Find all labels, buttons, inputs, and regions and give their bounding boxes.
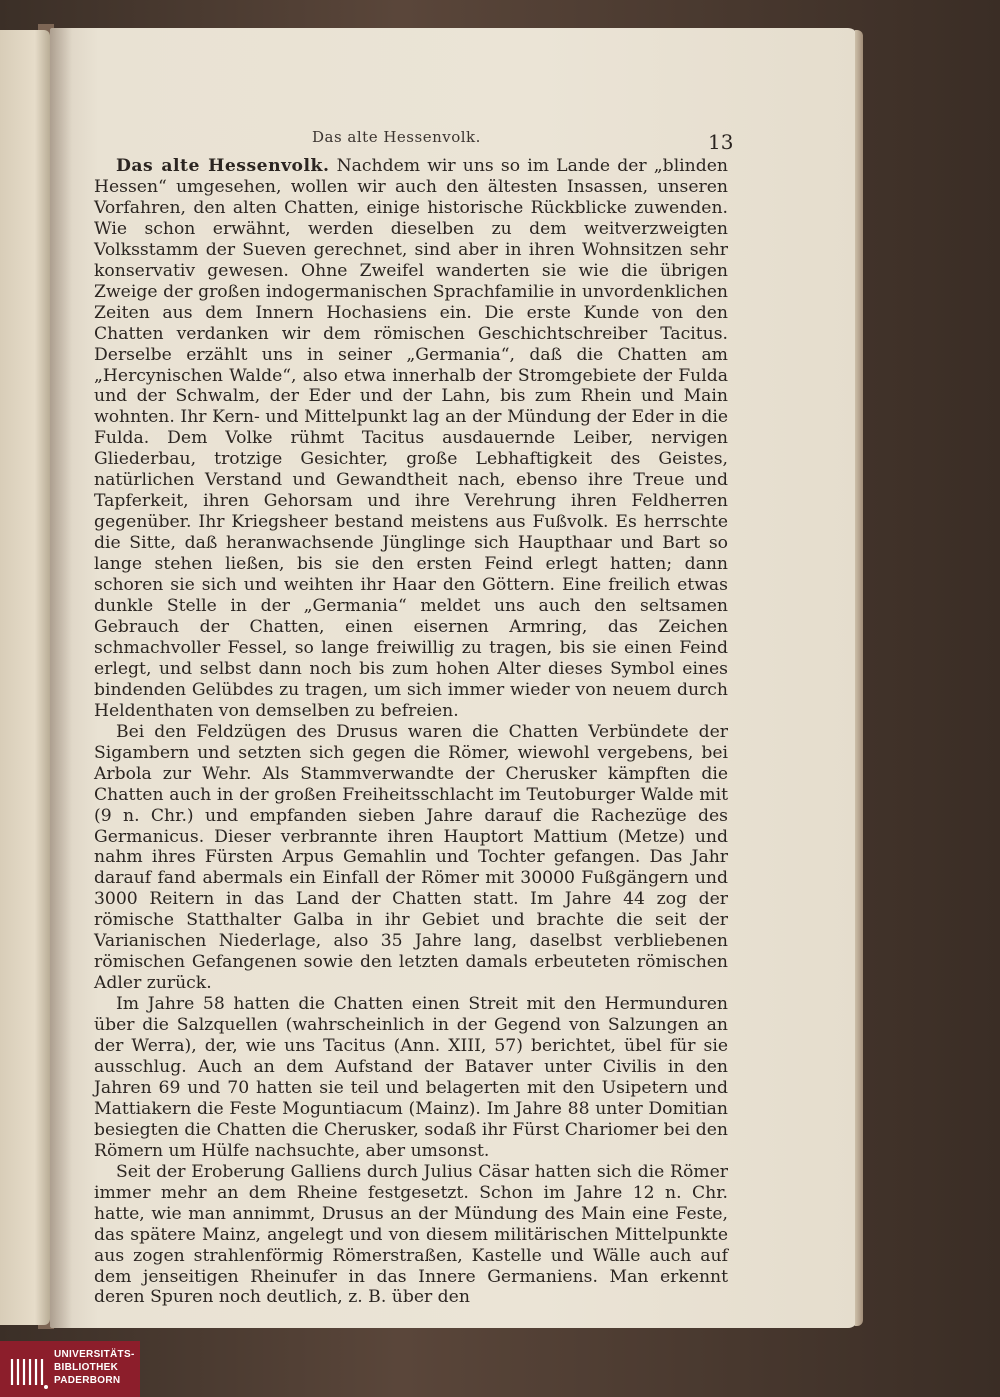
paragraph-4: Seit der Eroberung Galliens durch Julius Cäsar hatten sich die Römer immer mehr an dem Rheine festgesetzt. Schon im Jahre 12 n. Chr. hatte, wie man annimmt, Drusus an der Mündung des Main eine Feste, das spätere Mainz, angelegt und von diesem militärischen Mittelpunkte aus zogen strahlenförmig Römerstraßen, Kastelle und Wälle auch auf dem jenseitigen Rheinufer in das Innere Germaniens. Man erkennt deren Spuren noch deutlich, z. B. über den — [94, 1161, 728, 1308]
library-logo-line: PADERBORN — [54, 1375, 121, 1386]
library-logo-line: UNIVERSITÄTS- — [54, 1349, 135, 1360]
running-head: Das alte Hessenvolk. — [312, 128, 481, 146]
page-number: 13 — [708, 130, 734, 154]
library-logo-line: BIBLIOTHEK — [54, 1362, 119, 1373]
section-heading: Das alte Hessenvolk. — [116, 156, 330, 176]
paragraph-1 — [94, 156, 728, 722]
paragraph-3: Im Jahre 58 hatten die Chatten einen Streit mit den Hermunduren über die Salzquellen (wahrscheinlich in der Gegend von Salzungen an der Werra), der, wie uns Tacitus (Ann. XIII, 57) berichtet, übel für sie ausschlug. Auch an dem Aufstand der Bataver unter Civilis in den Jahren 69 und 70 hatten sie teil und belagerten mit den Usipetern und Mattiakern die Feste Moguntiacum (Mainz). Im Jahre 88 unter Domitian besiegten die Chatten die Cherusker, sodaß ihr Fürst Chariomer bei den Römern um Hülfe nachsuchte, aber umsonst. — [94, 994, 728, 1161]
page-gutter-shadow — [50, 28, 72, 1328]
body-text — [94, 156, 728, 1308]
library-logo-icon — [8, 1351, 48, 1391]
page-fore-edge — [855, 30, 863, 1326]
library-logo — [0, 1341, 140, 1397]
paragraph-text: Nachdem wir uns so im Lande der „blinden Hessen“ umgesehen, wollen wir auch den ältesten Insassen, unseren Vorfahren, den alten Chatten, einige historische Rückblicke zuwenden. Wie schon erwähnt, werden dieselben zu dem weitverzweigten Volksstamm der Sueven gerechnet, sind aber in ihren Wohnsitzen sehr konservativ gewesen. Ohne Zweifel wanderten sie wie die übrigen Zweige der großen indogermanischen Sprachfamilie in unvordenklichen Zeiten aus dem Innern Hochasiens ein. Die erste Kunde von den Chatten verdanken wir dem römischen Geschichtschreiber Tacitus. Derselbe erzählt uns in seiner „Germania“, daß die Chatten am „Hercynischen Walde“, also etwa innerhalb der Stromgebiete der Fulda und der Schwalm, der Eder und der Lahn, bis zum Rhein und Main wohnten. Ihr Kern- und Mittelpunkt lag an der Mündung der Eder in die Fulda. Dem Volke rühmt Tacitus ausdauernde Leiber, nervigen Gliederbau, trotzige Gesichter, große Lebhaftigkeit des Geistes, natürlichen Verstand und Gewandtheit nach, ebenso ihre Treue und Tapferkeit, ihren Gehorsam und ihre Verehrung ihren Feldherren gegenüber. Ihr Kriegsheer bestand meistens aus Fußvolk. Es herrschte die Sitte, daß heranwachsende Jünglinge sich Haupthaar und Bart so lange stehen ließen, bis sie den ersten Feind erlegt hatten; dann schoren sie sich und weihten ihr Haar den Göttern. Eine freilich etwas dunkle Stelle in der „Germania“ meldet uns auch den seltsamen Gebrauch der Chatten, einen eisernen Armring, das Zeichen schmachvoller Fessel, so lange freiwillig zu tragen, bis sie einen Feind erlegt, und selbst dann noch bis zum hohen Alter dieses Symbol eines bindenden Gelübdes zu tragen, um sich immer wieder von neuem durch Heldenthaten von demselben zu befreien. — [94, 156, 728, 721]
left-page-edge — [0, 30, 50, 1325]
paragraph-2: Bei den Feldzügen des Drusus waren die Chatten Verbündete der Sigambern und setzten sich gegen die Römer, wiewohl vergebens, bei Arbola zur Wehr. Als Stammverwandte der Cherusker kämpften die Chatten auch in der großen Freiheitsschlacht im Teutoburger Walde mit (9 n. Chr.) und empfanden sieben Jahre darauf die Rachezüge des Germanicus. Dieser verbrannte ihren Hauptort Mattium (Metze) und nahm ihres Fürsten Arpus Gemahlin und Tochter gefangen. Das Jahr darauf fand abermals ein Einfall der Römer mit 30000 Fußgängern und 3000 Reitern in das Land der Chatten statt. Im Jahre 44 zog der römische Statthalter Galba in ihr Gebiet und brachte die seit der Varianischen Niederlage, also 35 Jahre lang, daselbst verbliebenen römischen Gefangenen sowie den letzten damals erbeuteten römischen Adler zurück. — [94, 721, 728, 994]
library-logo-text — [54, 1348, 135, 1387]
